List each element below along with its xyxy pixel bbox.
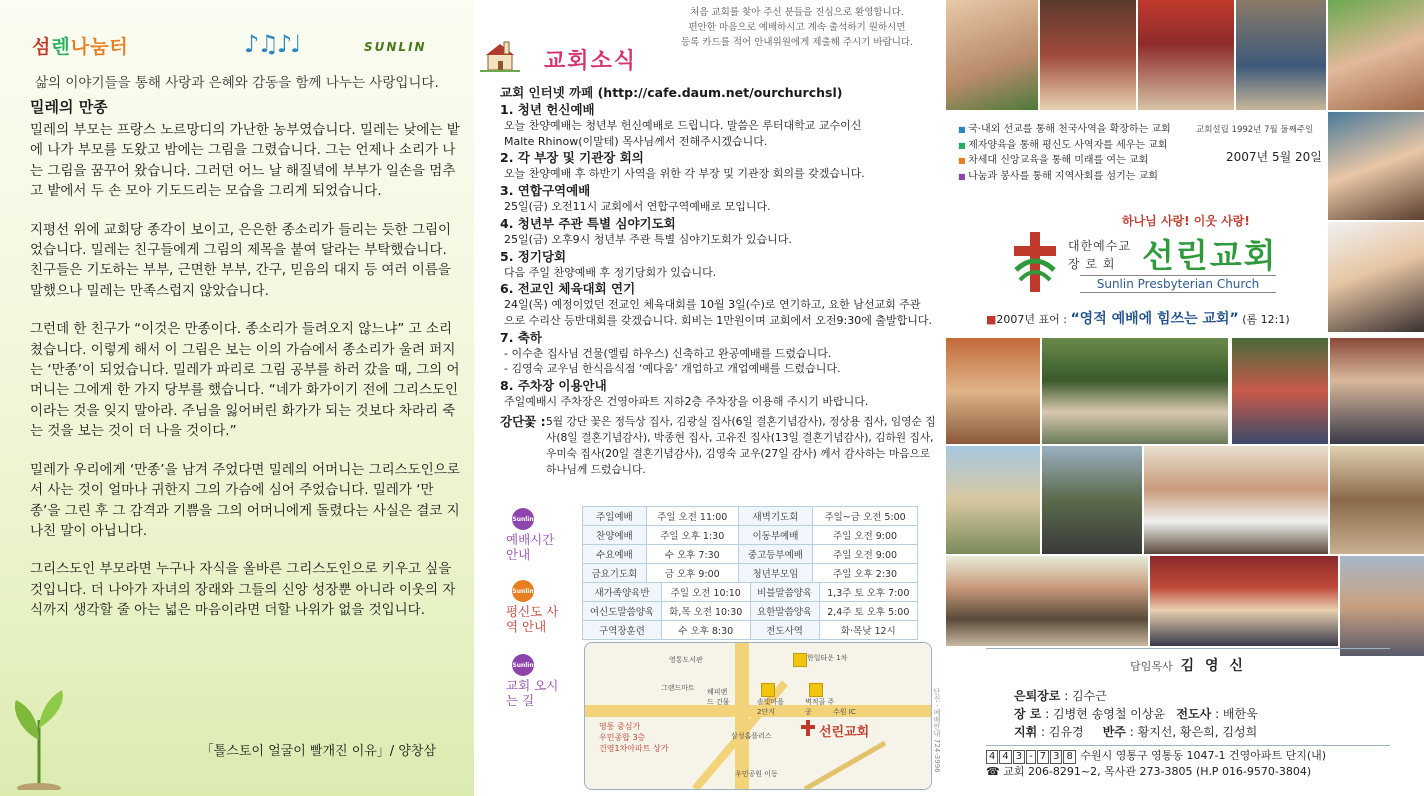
staff-names: 김병현 송영철 이상윤 (1053, 707, 1166, 721)
year-motto-label: 2007년 표어 : (996, 313, 1067, 326)
altar-flowers-label: 강단꽃 : (500, 414, 546, 429)
essay-paragraph: 그런데 한 친구가 “이것은 만종이다. 종소리가 들려오지 않느냐” 고 소리쳤습니다. 이렇게 해서 이 그림은 보는 이의 가슴에서 종소리가 울려 퍼지는 ‘만종’이 되었습니다. 밀레가 파리로 그림 공부를 하러 갔을 때, 그의 어머니는 그에게 한 가지 당부를 했습니다. “네가 화가이기 전에 그리스도인이라는 것을 잊지 말아라. 주님을 잃어버린 화가가 되는 것보다 차라리 죽는 것을 보는 것이 더 나을 것이다.” (30, 321, 460, 440)
address-text: 수원시 영통구 영통동 1047-1 건영아파트 단지(내) (1080, 749, 1327, 762)
schedule-time-cell: 주일 오전 11:00 (646, 507, 738, 526)
photo-children-party (1040, 0, 1136, 110)
year-motto-text: “영적 예배에 힘쓰는 교회” (1070, 311, 1239, 327)
schedule-name-cell: 구역장훈련 (583, 621, 662, 640)
directions-badge-label: 교회 오시는 길 (506, 678, 559, 708)
schedule-time-cell: 주일 오전 10:10 (661, 583, 750, 602)
schedule-time-cell: 2,4주 토 오후 5:00 (819, 602, 917, 621)
lay-ministry-badge (506, 580, 562, 634)
photo-child-smile (1328, 222, 1424, 332)
news-heading: 2. 각 부장 및 기관장 회의 (500, 150, 644, 166)
news-line: 25일(금) 오전11시 교회에서 연합구역예배로 모입니다. (504, 200, 771, 214)
map-label: 벽적골 주공 (805, 698, 835, 716)
schedule-name-cell: 여신도말씀양육 (583, 602, 662, 621)
schedule-name-cell: 새벽기도회 (738, 507, 812, 526)
welcome-note (652, 5, 942, 50)
schedule-row (583, 621, 918, 640)
vertical-note: 단신 · 예배안내 724-3996 (933, 688, 941, 773)
staff-role: 지휘 (1014, 725, 1038, 739)
postal-code (986, 749, 1080, 762)
map-label: 우민종합 3층 (599, 733, 646, 742)
zip-digit: 4 (999, 750, 1011, 764)
photo-stage (1138, 0, 1234, 110)
worship-schedule-table (582, 506, 918, 583)
photo-group-indoor (946, 338, 1040, 444)
building-icon (793, 653, 807, 667)
photo-youth-group (1144, 446, 1328, 554)
news-heading: 4. 청년부 주관 특별 심야기도회 (500, 215, 676, 231)
sunlin-badge-icon: Sunlin (512, 580, 534, 602)
photo-congregation (1330, 338, 1424, 444)
photo-outdoor-group (1042, 338, 1228, 444)
staff-role: 장 로 (1014, 707, 1042, 721)
schedule-name-cell: 중고등부예배 (738, 545, 812, 564)
staff-line: 은퇴장로 : 김수근 (1014, 689, 1107, 703)
altar-flowers-text: 5월 강단 꽃은 정득상 집사, 김광실 집사(6일 결혼기념감사), 정상용 집사, 임영순 집사(8일 결혼기념감사), 박종현 집사, 고유진 집사(13일 결혼기념감사), 김하원 집사, 우미숙 집사(20일 결혼기념감사), 김영숙 교우(27일 감사) 께서 감사하는 마음으로 하나님께 드렸습니다. (546, 415, 936, 476)
essay-panel (0, 0, 474, 796)
schedule-row (583, 583, 918, 602)
title-char: 렌 (51, 36, 71, 58)
zip-digit: 8 (1063, 750, 1075, 764)
essay-paragraph: 밀레의 부모는 프랑스 노르망디의 가난한 농부였습니다. 밀레는 낮에는 밭에 나가 부모를 도왔고 밤에는 그림을 그렸습니다. 그는 언제나 소리가 나는 그림을 꿈꾸어 왔습니다. 그러던 어느 날 해질녘에 부부가 일손을 멈추고 밭에서 두 손 모아 기도드리는 모습을 그리게 되었습니다. (30, 122, 460, 200)
building-icon (761, 683, 775, 697)
church-motto: 하나님 사랑! 이웃 사랑! (1122, 214, 1250, 228)
essay-source: 「톨스토이 얼굴이 빨개진 이유」/ 양창삼 (200, 744, 436, 759)
schedule-time-cell: 금 오후 9:00 (646, 564, 738, 583)
staff-line: 장 로 : 김병현 송영철 이상윤 전도사 : 배한욱 (1014, 707, 1258, 721)
news-heading: 6. 전교인 체육대회 연기 (500, 281, 636, 297)
zip-digit: 4 (986, 750, 998, 764)
schedule-name-cell: 찬양예배 (583, 526, 647, 545)
news-heading: 5. 정기당회 (500, 248, 567, 264)
welcome-line: 편안한 마음으로 예배하시고 계속 출석하기 원하시면 (688, 22, 906, 33)
church-vision-list (958, 122, 1171, 184)
worship-badge (506, 508, 562, 562)
schedule-time-cell: 1,3주 토 오후 7:00 (819, 583, 917, 602)
year-motto-ref: (롬 12:1) (1242, 313, 1290, 326)
pastor-name: 김 영 신 (1180, 658, 1246, 674)
directions-badge (506, 654, 562, 708)
news-line: 오늘 찬양예배는 청년부 헌신예배로 드립니다. 말씀은 루터대학교 교수이신 (504, 119, 862, 132)
schedule-time-cell: 화,목 오전 10:30 (661, 602, 750, 621)
news-heading: 3. 연합구역예배 (500, 183, 591, 199)
church-address (986, 748, 1326, 780)
staff-role: 은퇴장로 (1014, 689, 1061, 703)
staff-names: 황지선, 황은희, 김성희 (1137, 725, 1258, 739)
schedule-row (583, 507, 918, 526)
directions-map[interactable] (584, 642, 932, 790)
photo-couples (1232, 338, 1328, 444)
schedule-row (583, 545, 918, 564)
cover-panel (946, 0, 1424, 796)
schedule-name-cell: 새가족양육반 (583, 583, 662, 602)
schedule-time-cell: 주일 오후 2:30 (813, 564, 918, 583)
welcome-line: 등록 카드를 적어 안내위원에게 제출해 주시기 바랍니다. (680, 37, 914, 48)
map-label: 삼성홈플러스 (731, 732, 772, 740)
altar-flowers (500, 414, 940, 478)
news-line: 25일(금) 오후9시 청년부 주관 특별 심야기도회가 있습니다. (504, 232, 792, 246)
vision-item: ■ 나눔과 봉사를 통해 지역사회를 섬기는 교회 (958, 169, 1171, 185)
zip-digit: - (1026, 750, 1036, 764)
map-label: 한일타운 1차 (807, 654, 848, 662)
schedule-row (583, 602, 918, 621)
vision-item: ■ 제자양육을 통해 평신도 사역자를 세우는 교회 (958, 138, 1171, 154)
schedule-row (583, 564, 918, 583)
schedule-name-cell: 이동부예배 (738, 526, 812, 545)
map-label: 해피랜드 건물 (707, 688, 730, 706)
map-label: 건영1차아파트 상가 (599, 744, 669, 753)
schedule-name-cell: 요한말씀양육 (750, 602, 819, 621)
music-notes-icon: ♪♫♪♩ (244, 30, 300, 58)
photo-girl (1328, 0, 1424, 110)
sunlin-badge-icon: Sunlin (512, 654, 534, 676)
senior-pastor (986, 655, 1390, 675)
news-heading: 8. 주차장 이용안내 (500, 378, 607, 394)
news-line: - 김영숙 교우님 한식음식점 ‘예다움’ 개업하고 개업예배를 드렸습니다. (504, 362, 841, 376)
staff-names: 김유경 (1048, 725, 1084, 739)
schedule-time-cell: 주일 오전 9:00 (813, 545, 918, 564)
sprout-illustration (4, 650, 74, 790)
worship-badge-label: 예배시간 안내 (506, 532, 555, 562)
photo-jumping (1042, 446, 1142, 554)
lay-ministry-table (582, 582, 918, 640)
title-char: 나눔터 (70, 36, 129, 58)
schedule-row (583, 526, 918, 545)
section-subtitle: 삶의 이야기들을 통해 사랑과 은혜와 감동을 함께 나누는 사랑입니다. (35, 75, 439, 91)
staff-role: 반주 (1102, 725, 1126, 739)
essay-body (30, 120, 462, 621)
map-label: 그랜드마트 (661, 684, 695, 692)
sunlin-badge-icon: Sunlin (512, 508, 534, 530)
news-line: 다음 주일 찬양예배 후 정기당회가 있습니다. (504, 265, 717, 279)
denomination (1068, 237, 1131, 273)
vision-item: ■ 국·내외 선교를 통해 천국사역을 확장하는 교회 (958, 122, 1171, 138)
schedule-time-cell: 주일 오전 9:00 (813, 526, 918, 545)
building-icon (809, 683, 823, 697)
vision-item: ■ 차세대 신앙교육을 통해 미래를 여는 교회 (958, 153, 1171, 169)
schedule-name-cell: 비블말씀양육 (750, 583, 819, 602)
map-label: 솔빛마을 2단지 (757, 698, 785, 716)
staff-box (986, 648, 1390, 746)
news-heading: 1. 청년 헌신예배 (500, 102, 595, 117)
essay-paragraph: 그리스도인 부모라면 누구나 자식을 올바른 그리스도인으로 키우고 싶을 것입니다. 더 나아가 자녀의 장래와 그들의 신앙 성장뿐 아니라 이웃의 자식까지 생각할 줄 아는 넓은 마음이라면 더할 나위가 없을 것입니다. (30, 561, 456, 619)
map-label: 우민공원 이동 (735, 770, 778, 778)
map-label: 영통 중심가 (599, 722, 641, 731)
news-line: - 이수춘 집사님 건물(엘림 하우스) 신축하고 완공예배를 드렸습니다. (504, 346, 832, 360)
church-logo-icon (1010, 230, 1060, 294)
cafe-link[interactable]: 교회 인터넷 까페 (http://cafe.daum.net/ourchurchsl) (500, 85, 843, 100)
pastor-label: 담임목사 (1130, 660, 1173, 673)
news-line: 주일예배시 주차장은 건영아파트 지하2층 주차장을 이용해 주시기 바랍니다. (504, 395, 869, 409)
schedule-name-cell: 전도사역 (750, 621, 819, 640)
zip-digit: 3 (1050, 750, 1062, 764)
church-cross-icon (799, 719, 817, 737)
established-note: 교회설립 1992년 7월 둘째주일 (1196, 125, 1314, 135)
section-title (32, 32, 129, 59)
schedule-time-cell: 수 오후 7:30 (646, 545, 738, 564)
photo-meeting (1330, 446, 1424, 554)
map-church-label: 선린교회 (819, 725, 870, 740)
news-heading: 7. 축하 (500, 329, 542, 345)
zip-digit: 3 (1013, 750, 1025, 764)
map-label: 영통도서관 (669, 656, 703, 664)
news-list (500, 84, 940, 410)
news-line: 오늘 찬양예배 후 하반기 사역을 위한 각 부장 및 기관장 회의를 갖겠습니다. (504, 167, 865, 181)
schedule-time-cell: 화·목낮 12시 (819, 621, 917, 640)
zip-digit: 7 (1037, 750, 1049, 764)
essay-paragraph: 지평선 위에 교회당 종각이 보이고, 은은한 종소리가 들리는 듯한 그림이었습니다. 밀레는 친구들에게 그림의 제목을 붙여 달라는 부탁했습니다. 친구들은 기도하는 부부, 근면한 부부, 간구, 믿음의 대지 등 여러 이름을 말했으나 밀레는 만족스럽지 않았습니다. (30, 221, 452, 299)
essay-title: 밀레의 만종 (30, 98, 108, 116)
bulletin-date: 2007년 5월 20일 (1226, 150, 1322, 164)
schedule-time-cell: 수 오후 8:30 (661, 621, 750, 640)
title-char: 섬 (32, 36, 52, 58)
news-line: 으로 수리산 등반대회를 갖겠습니다. 회비는 1만원이며 교회에서 오전9:30에 출발합니다. (504, 313, 932, 327)
section-title: 교회소식 (544, 49, 638, 74)
staff-names: 김수근 (1072, 689, 1107, 703)
phone-numbers: ☎ 교회 206-8291~2, 목사관 273-3805 (H.P 016-9570-3804) (986, 765, 1312, 778)
welcome-line: 처음 교회를 찾아 주신 분들을 진심으로 환영합니다. (690, 7, 904, 18)
chapel-icon (480, 38, 520, 72)
essay-paragraph: 밀레가 우리에게 ‘만종’을 남겨 주었다면 밀레의 어머니는 그리스도인으로서 사는 것이 얼마나 귀한지 그의 가슴에 심어 주었습니다. 밀레가 ‘만종’을 그린 후 그 감격과 기쁨을 그의 어머니에게 돌렸다는 사실은 결코 지나친 말이 아닙니다. (30, 461, 460, 539)
map-directions-note (599, 721, 668, 754)
news-panel (474, 0, 946, 796)
year-motto: ■2007년 표어 : “영적 예배에 힘쓰는 교회” (롬 12:1) (986, 311, 1290, 327)
lay-ministry-badge-label: 평신도 사역 안내 (506, 604, 559, 634)
schedule-name-cell: 수요예배 (583, 545, 647, 564)
photo-boy (1328, 112, 1424, 220)
denomination-line: 대한예수교 (1068, 239, 1131, 253)
church-name-english: Sunlin Presbyterian Church (1080, 275, 1276, 293)
photo-school-yard (946, 446, 1040, 554)
photo-choir (946, 556, 1148, 646)
photo-child (946, 0, 1038, 110)
photo-event (1236, 0, 1326, 110)
staff-role: 전도사 (1176, 707, 1212, 721)
photo-sanctuary (1150, 556, 1338, 646)
news-line: 24일(목) 예정이었던 전교인 체육대회를 10월 3일(수)로 연기하고, 요한 남선교회 주관 (504, 298, 921, 312)
schedule-time-cell: 주일 오후 1:30 (646, 526, 738, 545)
schedule-time-cell: 주일~금 오전 5:00 (813, 507, 918, 526)
staff-names: 배한욱 (1222, 707, 1258, 721)
church-name: 선린교회 (1142, 236, 1278, 275)
denomination-line: 장 로 회 (1068, 257, 1116, 271)
brand-label: SUNLIN (364, 40, 427, 54)
schedule-name-cell: 금요기도회 (583, 564, 647, 583)
staff-line: 지휘 : 김유경 반주 : 황지선, 황은희, 김성희 (1014, 725, 1258, 739)
news-line: Malte Rhinow(이말테) 목사님께서 전해주시겠습니다. (504, 134, 768, 148)
map-label: 수원 IC (833, 708, 856, 716)
photo-meal (1340, 556, 1424, 656)
schedule-name-cell: 주일예배 (583, 507, 647, 526)
schedule-name-cell: 청년부모임 (738, 564, 812, 583)
